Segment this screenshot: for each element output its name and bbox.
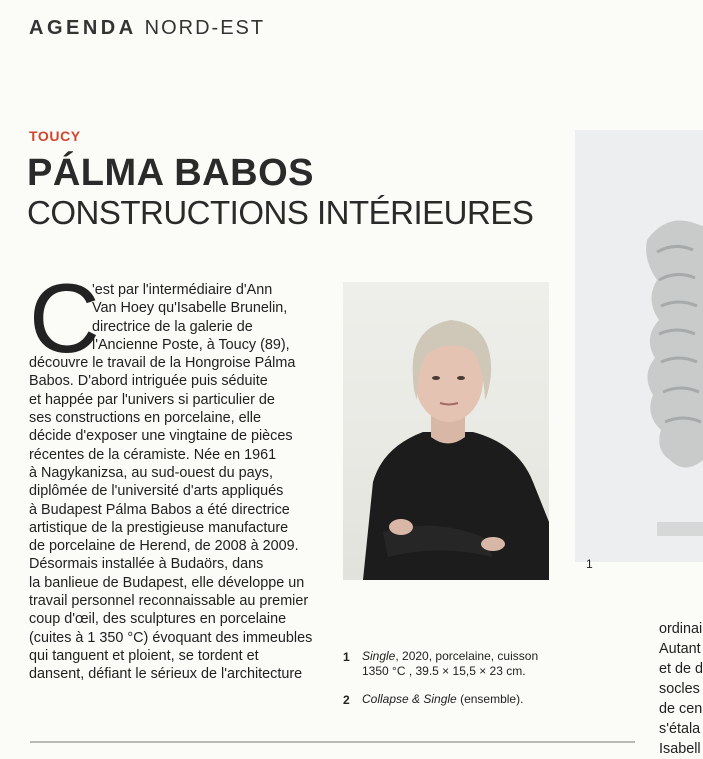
caption-number: 1 [343,650,350,664]
caption-title: Single [362,649,396,663]
caption-text: , 2020, porcelaine, cuisson [395,649,539,663]
body-line: récentes de la céramiste. Née en 1961 [29,446,277,463]
header-section: AGENDA [29,17,137,39]
right-line: socles [659,681,700,697]
body-line: dansent, défiant le sérieux de l'architecture [29,666,303,683]
article-subtitle: CONSTRUCTIONS INTÉRIEURES [27,194,534,231]
right-line: de cen [659,701,703,717]
body-line: (cuites à 1 350 °C) évoquant des immeubles [29,629,313,646]
body-line: diplômée de l'université d'arts appliqués [29,483,284,500]
body-line: à Nagykanizsa, au sud-ouest du pays, [29,464,273,481]
body-line: décide d'exposer une vingtaine de pièces [29,428,293,445]
article-title: PÁLMA BABOS [27,152,314,194]
right-line: Isabell [659,741,701,757]
body-line: à Budapest Pálma Babos a été directrice [29,501,290,518]
bottom-divider [30,741,635,743]
body-line: directrice de la galerie de [92,318,253,335]
photo-marker: 1 [586,557,593,571]
body-line: la banlieue de Budapest, elle développe un [29,574,305,591]
drop-cap: C [29,263,100,373]
body-line: Désormais installée à Budaörs, dans [29,556,264,573]
body-line: et happée par l'univers si particulier de [29,391,275,408]
right-line: s'étala [659,721,701,737]
body-line: artistique de la prestigieuse manufacture [29,519,289,536]
caption-number: 2 [343,693,350,707]
body-line: qui tanguent et ploient, se tordent et [29,647,259,664]
article-body [29,263,334,684]
right-line: Autant [659,641,701,657]
body-line: 'est par l'intermédiaire d'Ann [92,282,273,298]
portrait-illustration [343,282,549,580]
body-line: Van Hoey qu'Isabelle Brunelin, [92,300,288,317]
header-region: NORD-EST [144,17,266,39]
caption-2 [362,692,572,707]
body-line: de porcelaine de Herend, de 2008 à 2009. [29,538,299,555]
caption-text: (ensemble). [456,692,524,706]
body-line: travail personnel reconnaissable au premier [29,593,309,610]
caption-title: Collapse & Single [362,692,457,706]
right-line: et de d [659,661,703,677]
article-kicker: TOUCY [29,128,81,144]
body-line: coup d'œil, des sculptures en porcelaine [29,611,287,628]
right-column-text [659,619,703,759]
body-line: découvre le travail de la Hongroise Pálma [29,355,296,372]
right-line: ordinai [659,621,703,637]
caption-1 [362,649,572,679]
portrait-photo [343,282,549,580]
body-line: ses constructions en porcelaine, elle [29,410,261,427]
sculpture-illustration [575,130,703,562]
body-line: l'Ancienne Poste, à Toucy (89), [92,336,290,353]
body-line: Babos. D'abord intriguée puis séduite [29,373,268,390]
caption-text: 1350 °C , 39.5 × 15,5 × 23 cm. [362,664,526,678]
page-header [29,17,265,40]
sculpture-photo [575,130,703,562]
